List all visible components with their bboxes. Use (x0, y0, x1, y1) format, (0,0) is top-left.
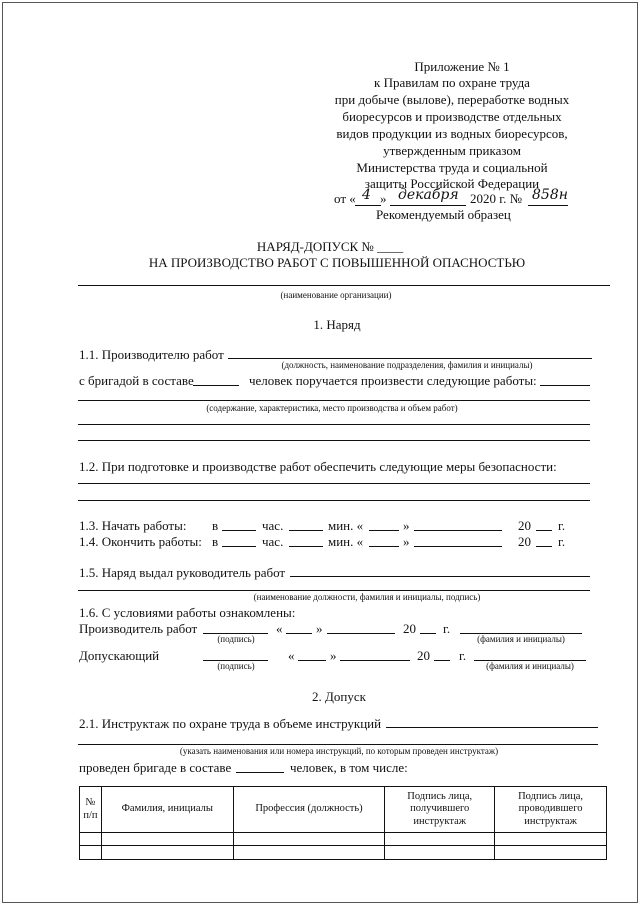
brigade-size-field[interactable] (193, 385, 239, 386)
safety-measures-line[interactable] (78, 500, 590, 501)
end-day-field[interactable] (369, 546, 399, 547)
permit-subtitle: НА ПРОИЗВОДСТВО РАБОТ С ПОВЫШЕННОЙ ОПАСНОСТЬЮ (148, 255, 526, 270)
table-header-cell: № п/п (80, 787, 102, 833)
start-year-g: г. (558, 518, 566, 533)
section2-brigade-size-field[interactable] (236, 772, 284, 773)
section2-heading: 2. Допуск (312, 689, 366, 704)
organization-caption: (наименование организации) (280, 290, 392, 300)
foreman-year-field[interactable] (420, 633, 436, 634)
start-quote-close: » (403, 518, 410, 533)
works-inline-field[interactable] (540, 385, 590, 386)
foreman-field[interactable] (228, 358, 592, 359)
instruction-caption: (указать наименования или номера инструкций, по которым проведен инструктаж) (179, 746, 499, 756)
end-at: в (212, 534, 219, 549)
start-year-field[interactable] (536, 530, 552, 531)
end-year20: 20 (518, 534, 531, 549)
admitter-year-field[interactable] (434, 660, 450, 661)
table-cell[interactable] (495, 846, 607, 860)
order-number-underline (528, 205, 568, 206)
table-cell[interactable] (233, 846, 385, 860)
works-field-line[interactable] (78, 440, 590, 441)
header-line: к Правилам по охране труда (374, 75, 530, 90)
header-line: защиты Российской Федерации (364, 176, 540, 191)
safety-measures-label: 1.2. При подготовке и производстве работ обеспечить следующие меры безопасности: (79, 459, 557, 474)
date-month: декабря (398, 187, 459, 203)
instruction-label: 2.1. Инструктаж по охране труда в объеме инструкций (79, 716, 382, 731)
foreman-month-field[interactable] (327, 633, 395, 634)
end-year-field[interactable] (536, 546, 552, 547)
table-header-row (80, 787, 607, 833)
section2-brigade-prefix: проведен бригаде в составе (79, 760, 232, 775)
section2-brigade-suffix: человек, в том числе: (290, 760, 408, 775)
start-hour-field[interactable] (222, 530, 256, 531)
admitter-year20: 20 (417, 648, 430, 663)
foreman-label: 1.1. Производителю работ (79, 347, 224, 362)
appendix-title: Приложение № 1 (414, 59, 510, 74)
admitter-day-field[interactable] (298, 660, 326, 661)
section1-heading: 1. Наряд (313, 317, 361, 332)
foreman-sign-caption: (подпись) (217, 634, 255, 644)
start-hour-label: час. (262, 518, 284, 533)
acquainted-label: 1.6. С условиями работы ознакомлены: (79, 605, 296, 620)
briefing-table (79, 786, 607, 860)
date-prefix: от « (334, 191, 356, 206)
start-year20: 20 (518, 518, 531, 533)
table-cell[interactable] (80, 833, 102, 846)
instruction-line[interactable] (78, 744, 598, 745)
issued-by-field[interactable] (290, 576, 590, 577)
table-header-cell: Профессия (должность) (233, 787, 385, 833)
safety-measures-line[interactable] (78, 483, 590, 484)
end-quote-close: » (403, 534, 410, 549)
end-hour-label: час. (262, 534, 284, 549)
foreman-caption: (должность, наименование подразделения, фамилия и инициалы) (281, 360, 533, 370)
start-day-field[interactable] (369, 530, 399, 531)
date-month-underline (390, 205, 466, 206)
start-month-field[interactable] (414, 530, 502, 531)
foreman-quote-close: » (316, 621, 323, 636)
admitter-quote-close: » (330, 648, 337, 663)
issued-by-caption: (наименование должности, фамилия и инициалы, подпись) (253, 592, 481, 602)
foreman-day-field[interactable] (286, 633, 312, 634)
table-row (80, 846, 607, 860)
table-header-cell: Фамилия, инициалы (101, 787, 233, 833)
date-quote-close: » (380, 191, 387, 206)
permit-title: НАРЯД-ДОПУСК № ____ (256, 239, 404, 254)
table-cell[interactable] (101, 846, 233, 860)
date-day-underline (355, 205, 381, 206)
table-cell[interactable] (233, 833, 385, 846)
table-header-cell: Подпись лица, проводившего инструктаж (495, 787, 607, 833)
foreman-name-caption: (фамилия и инициалы) (477, 634, 565, 644)
foreman-year20: 20 (403, 621, 416, 636)
sample-note: Рекомендуемый образец (376, 207, 511, 222)
issued-by-label: 1.5. Наряд выдал руководитель работ (79, 565, 286, 580)
admitter-quote-open: « (288, 648, 295, 663)
foreman-quote-open: « (276, 621, 283, 636)
table-row (80, 833, 607, 846)
header-line: видов продукции из водных биоресурсов, (336, 126, 568, 141)
end-minute-label: мин. « (328, 534, 364, 549)
organization-field[interactable] (78, 285, 610, 286)
header-line: утвержденным приказом (383, 143, 521, 158)
admitter-name-caption: (фамилия и инициалы) (486, 661, 574, 671)
end-minute-field[interactable] (289, 546, 323, 547)
admitter-year-g: г. (459, 648, 467, 663)
works-field[interactable] (78, 400, 590, 401)
start-at: в (212, 518, 219, 533)
issued-by-line[interactable] (78, 590, 590, 591)
admitter-label: Допускающий (79, 648, 160, 663)
table-header-cell: Подпись лица, получившего инструктаж (385, 787, 495, 833)
table-cell[interactable] (80, 846, 102, 860)
admitter-month-field[interactable] (340, 660, 410, 661)
header-line: биоресурсов и производстве отдельных (342, 109, 562, 124)
date-day: 4 (362, 187, 371, 203)
order-number: 858н (532, 187, 568, 203)
header-line: Министерства труда и социальной (356, 160, 548, 175)
table-cell[interactable] (495, 833, 607, 846)
foreman-sign-label: Производитель работ (79, 621, 198, 636)
start-minute-field[interactable] (289, 530, 323, 531)
instruction-field[interactable] (386, 727, 598, 728)
header-line: при добыче (вылове), переработке водных (334, 92, 570, 107)
admitter-sign-caption: (подпись) (217, 661, 255, 671)
table-cell[interactable] (385, 833, 495, 846)
date-year: 2020 г. № (470, 191, 523, 206)
table-cell[interactable] (101, 833, 233, 846)
start-label: 1.3. Начать работы: (79, 518, 187, 533)
foreman-year-g: г. (443, 621, 451, 636)
end-month-field[interactable] (414, 546, 502, 547)
end-label: 1.4. Окончить работы: (79, 534, 202, 549)
end-hour-field[interactable] (222, 546, 256, 547)
brigade-prefix: с бригадой в составе (79, 373, 194, 388)
end-year-g: г. (558, 534, 566, 549)
works-field-line[interactable] (78, 424, 590, 425)
works-caption: (содержание, характеристика, место производства и объем работ) (206, 403, 458, 413)
brigade-suffix: человек поручается произвести следующие работы: (249, 373, 537, 388)
start-minute-label: мин. « (328, 518, 364, 533)
table-cell[interactable] (385, 846, 495, 860)
